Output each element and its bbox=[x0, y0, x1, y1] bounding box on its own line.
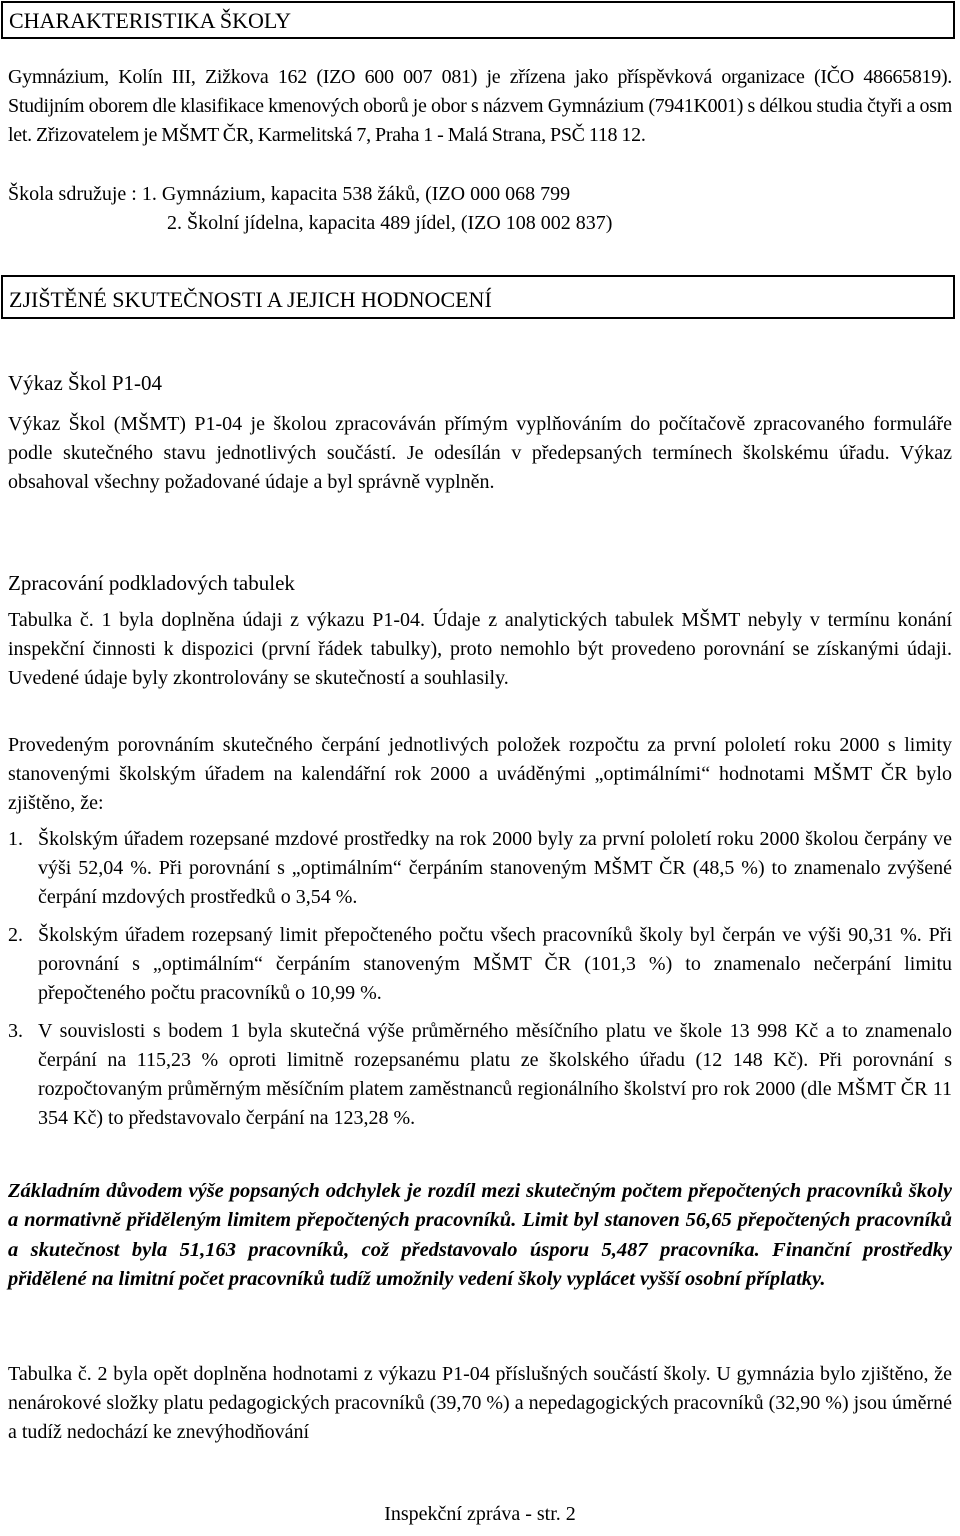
intro-paragraph: Gymnázium, Kolín III, Zižkova 162 (IZO 600 007 081) je zřízena jako příspěvková organizace (IČO 48665819). Studijním oborem dle klasifikace kmenových oborů je obor s názvem Gymnázium (7941K001) s délkou studia čtyři a osm let. Zřizovatelem je MŠMT ČR, Karmelitská 7, Praha 1 - Malá Strana, PSČ 118 12. bbox=[8, 66, 952, 146]
list-item bbox=[8, 921, 952, 1008]
section-title-tables: Zpracování podkladových tabulek bbox=[8, 571, 295, 595]
page-footer: Inspekční zpráva - str. 2 bbox=[384, 1503, 576, 1525]
tables-paragraph-1: Tabulka č. 1 byla doplněna údaji z výkazu P1-04. Údaje z analytických tabulek MŠMT nebyly v termínu konání inspekční činnosti k dispozici (první řádek tabulky), proto nemohlo být provedeno porovnání se získanými údaji. Uvedené údaje byly zkontrolovány se skutečností a souhlasily. bbox=[8, 609, 952, 689]
table2-paragraph: Tabulka č. 2 byla opět doplněna hodnotami z výkazu P1-04 příslušných součástí školy. U gymnázia bylo zjištěno, že nenárokové složky platu pedagogických pracovníků (39,70 %) a nepedagogických pracovníků (32,90 %) jsou úměrné a tudíž nedochází ke znevýhodňování bbox=[8, 1363, 952, 1443]
section-title-report: Výkaz Škol P1-04 bbox=[8, 371, 162, 395]
findings-list bbox=[8, 825, 952, 1133]
section-header-findings bbox=[1, 275, 955, 319]
report-paragraph: Výkaz Škol (MŠMT) P1-04 je školou zpracováván přímým vyplňováním do počítačově zpracovaného formuláře podle skutečného stavu jednotlivých součástí. Je odesílán v předepsaných termínech školskému úřadu. Výkaz obsahoval všechny požadované údaje a byl správně vyplněn. bbox=[8, 413, 952, 493]
school-components-line1: Škola sdružuje : 1. Gymnázium, kapacita 538 žáků, (IZO 000 068 799 bbox=[8, 183, 571, 205]
list-item-text: Školským úřadem rozepsané mzdové prostředky na rok 2000 byly za první pololetí roku 2000 školou čerpány ve výši 52,04 %. Při porovnání s „optimálním“ čerpáním stanoveným MŠMT ČR (48,5 %) to znamenalo zvýšené čerpání mzdových prostředků o 3,54 %. bbox=[38, 828, 952, 908]
list-item-number: 3. bbox=[8, 1020, 23, 1042]
header-text: CHARAKTERISTIKA ŠKOLY bbox=[9, 8, 291, 33]
header-text: ZJIŠTĚNÉ SKUTEČNOSTI A JEJICH HODNOCENÍ bbox=[9, 287, 492, 312]
school-components-line2-text: 2. Školní jídelna, kapacita 489 jídel, (IZO 108 002 837) bbox=[167, 212, 613, 234]
list-item bbox=[8, 1017, 952, 1133]
tables-paragraph-2: Provedeným porovnáním skutečného čerpání jednotlivých položek rozpočtu za první pololetí roku 2000 s limity stanovenými školským úřadem na kalendářní rok 2000 a uváděnými „optimálními“ hodnotami MŠMT ČR bylo zjištěno, že: bbox=[8, 734, 952, 814]
conclusion-paragraph: Základním důvodem výše popsaných odchylek je rozdíl mezi skutečným počtem přepočtených pracovníků školy a normativně přiděleným limitem přepočtených pracovníků. Limit byl stanoven 56,65 přepočtených pracovníků a skutečnost byla 51,163 pracovníků, což představovalo úsporu 5,487 pracovníka. Finanční prostředky přidělené na limitní počet pracovníků tudíž umožnily vedení školy vyplácet vyšší osobní příplatky. bbox=[8, 1180, 952, 1290]
list-item-number: 1. bbox=[8, 828, 23, 850]
list-item-text: Školským úřadem rozepsaný limit přepočteného počtu všech pracovníků školy byl čerpán ve výši 90,31 %. Při porovnání s „optimálním“ čerpáním stanoveným MŠMT ČR (101,3 %) to znamenalo nečerpání limitu přepočteného počtu pracovníků o 10,99 %. bbox=[38, 924, 952, 1004]
list-item-number: 2. bbox=[8, 924, 23, 946]
list-item bbox=[8, 825, 952, 912]
section-header-characteristics bbox=[1, 1, 955, 39]
school-components-line2 bbox=[8, 209, 952, 238]
list-item-text: V souvislosti s bodem 1 byla skutečná výše průměrného měsíčního platu ve škole 13 998 Kč a to znamenalo čerpání na 115,23 % oproti limitně rozepsanému platu ze školského úřadu (12 148 Kč). Při porovnání s rozpočtovaným průměrným měsíčním platem zaměstnanců regionálního školství pro rok 2000 (dle MŠMT ČR 11 354 Kč) to představovalo čerpání na 123,28 %. bbox=[38, 1020, 952, 1129]
